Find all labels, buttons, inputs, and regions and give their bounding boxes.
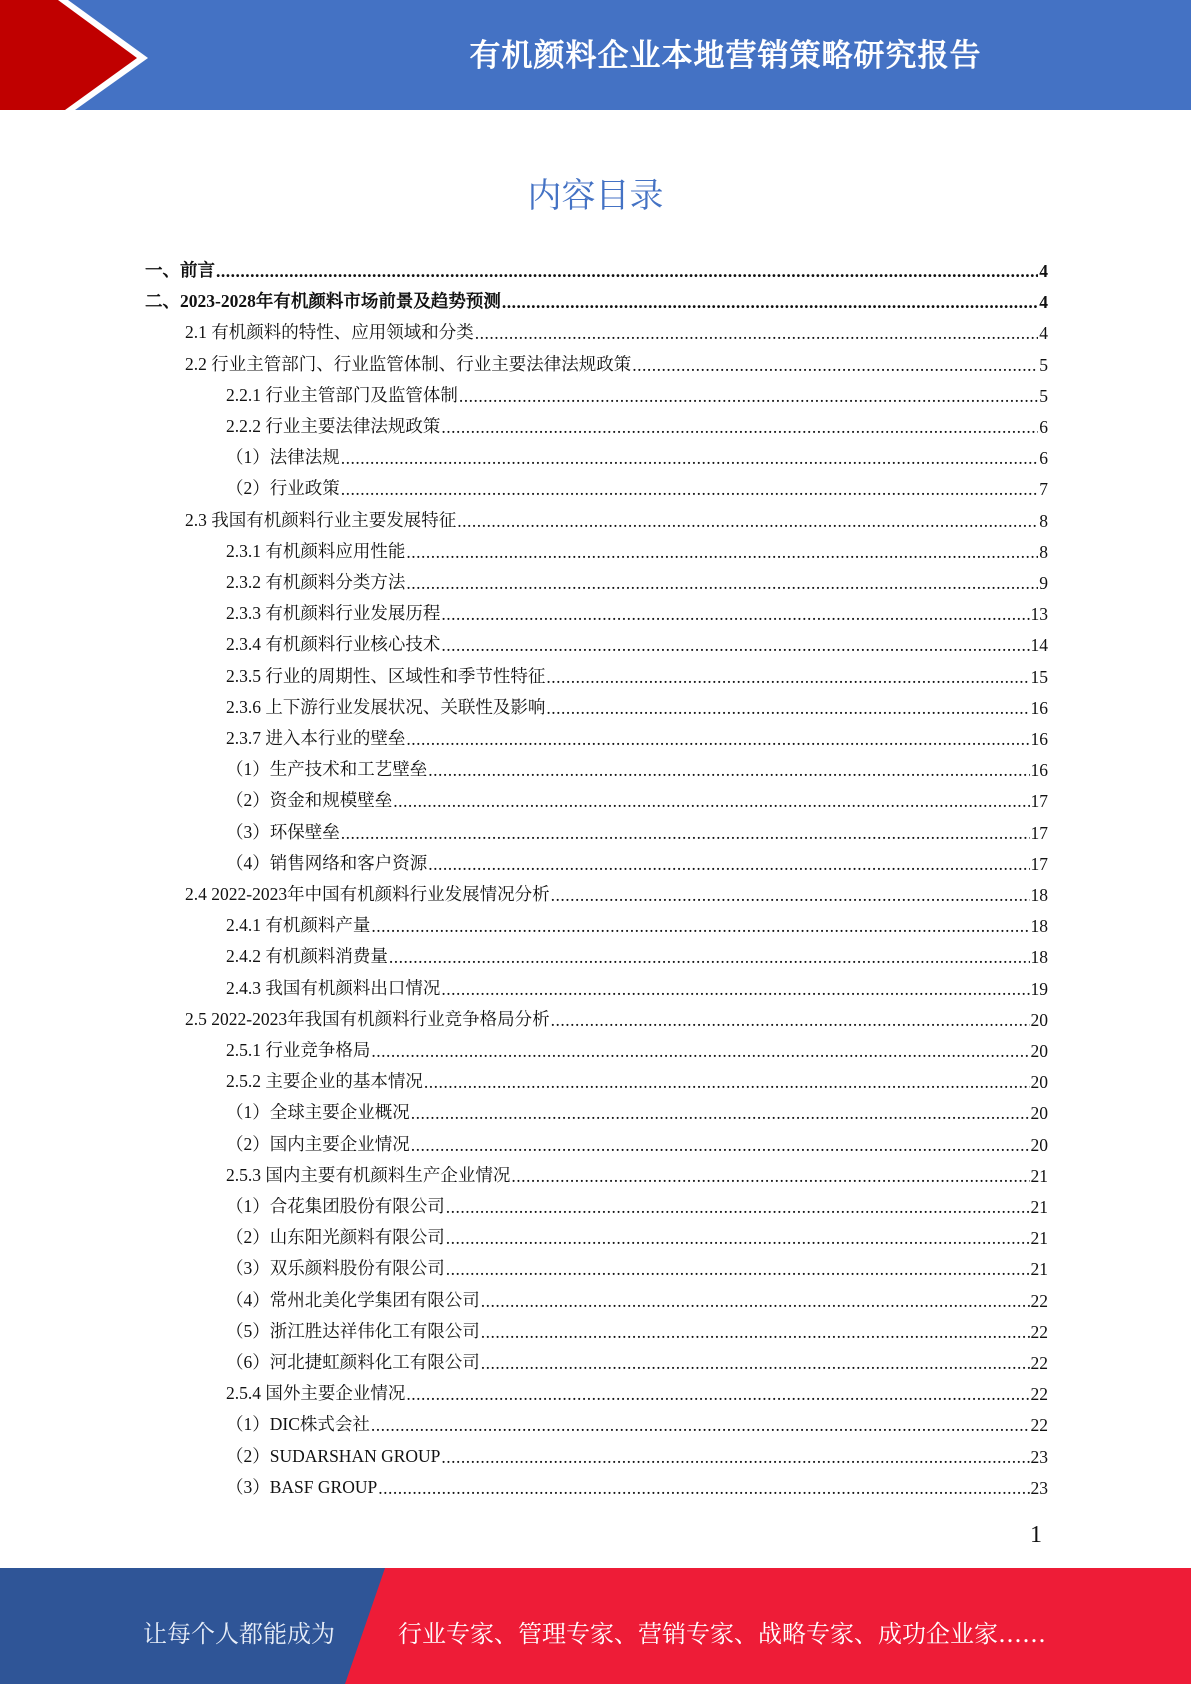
toc-entry[interactable]	[226, 599, 1048, 625]
toc-entry-page: 22	[1030, 1384, 1048, 1405]
toc-entry[interactable]	[226, 1036, 1048, 1062]
toc-entry-title: 2.4.3 我国有机颜料出口情况	[226, 977, 441, 998]
page-footer	[0, 1568, 1191, 1684]
toc-entry-title: （2）国内主要企业情况	[226, 1133, 410, 1154]
toc-entry-title: 2.3 我国有机颜料行业主要发展特征	[185, 509, 457, 530]
toc-entry-title: 2.4.1 有机颜料产量	[226, 915, 371, 936]
toc-entry-page: 20	[1030, 1009, 1048, 1030]
toc-entry-page: 18	[1030, 885, 1048, 905]
toc-entry[interactable]	[185, 350, 1048, 376]
toc-entry-title: （6）河北捷虹颜料化工有限公司	[226, 1352, 480, 1372]
toc-entry-title: （3）BASF GROUP	[226, 1476, 378, 1497]
toc-entry-page: 16	[1030, 697, 1048, 718]
toc-entry[interactable]	[226, 537, 1048, 563]
toc-entry-title: （2）资金和规模壁垒	[226, 790, 393, 811]
toc-entry-title: （2）行业政策	[226, 478, 340, 499]
toc-entry-title: 2.5.2 主要企业的基本情况	[226, 1071, 423, 1092]
toc-entry-page: 4	[1039, 261, 1048, 281]
toc-entry-title: （3）环保壁垒	[226, 821, 340, 842]
toc-dot-leader	[411, 1103, 1030, 1124]
toc-entry[interactable]	[185, 1005, 1048, 1031]
toc-entry-page: 21	[1030, 1259, 1048, 1280]
toc-entry-title: （1）生产技术和工艺壁垒	[226, 759, 428, 780]
toc-dot-leader	[481, 1322, 1030, 1343]
toc-entry-title: 2.3.1 有机颜料应用性能	[226, 540, 406, 561]
toc-entry[interactable]	[226, 1410, 1048, 1436]
toc-heading: 内容目录	[527, 176, 664, 216]
toc-entry[interactable]	[226, 786, 1048, 812]
toc-entry-page: 6	[1039, 417, 1048, 437]
toc-entry-page: 16	[1030, 729, 1048, 749]
toc-entry-page: 21	[1030, 1228, 1048, 1249]
page-header	[0, 0, 1191, 110]
toc-entry-title: （4）销售网络和客户资源	[226, 852, 428, 873]
page-number: 1	[1030, 1522, 1042, 1548]
toc-entry-title: 二、2023-2028年有机颜料市场前景及趋势预测	[145, 291, 501, 312]
toc-entry[interactable]	[226, 1473, 1048, 1499]
toc-entry[interactable]	[226, 662, 1048, 688]
toc-entry[interactable]	[226, 1130, 1048, 1156]
report-title: 有机颜料企业本地营销策略研究报告	[469, 38, 982, 74]
toc-entry-title: 2.3.6 上下游行业发展状况、关联性及影响	[226, 696, 546, 717]
toc-entry-title: 2.5.4 国外主要企业情况	[226, 1383, 406, 1404]
toc-dot-leader	[406, 1384, 1029, 1405]
toc-entry-title: 一、前言	[145, 260, 215, 280]
toc-dot-leader	[393, 791, 1029, 812]
toc-dot-leader	[406, 542, 1038, 563]
toc-dot-leader	[441, 604, 1029, 625]
toc-entry-title: （1）合花集团股份有限公司	[226, 1196, 445, 1216]
toc-entry-title: 2.1 有机颜料的特性、应用领域和分类	[185, 322, 474, 343]
toc-dot-leader	[446, 1228, 1030, 1249]
toc-entry[interactable]	[226, 818, 1048, 844]
toc-entry-title: 2.2 行业主管部门、行业监管体制、行业主要法律法规政策	[185, 353, 632, 374]
toc-entry-title: 2.2.1 行业主管部门及监管体制	[226, 384, 458, 405]
toc-entry[interactable]	[226, 693, 1048, 719]
toc-dot-leader	[441, 1447, 1029, 1468]
toc-entry[interactable]	[226, 755, 1048, 781]
toc-dot-leader	[481, 1353, 1030, 1374]
toc-dot-leader	[632, 355, 1038, 376]
toc-entry-title: （2）山东阳光颜料有限公司	[226, 1227, 445, 1248]
toc-entry-page: 22	[1030, 1415, 1048, 1436]
toc-entry[interactable]	[226, 974, 1048, 1000]
toc-entry-page: 20	[1030, 1041, 1048, 1061]
toc-entry-page: 9	[1039, 573, 1048, 593]
toc-entry-page: 6	[1039, 448, 1048, 469]
toc-entry-page: 20	[1030, 1103, 1048, 1124]
toc-dot-leader	[441, 417, 1038, 438]
toc-entry-title: 2.3.4 有机颜料行业核心技术	[226, 634, 441, 655]
toc-entry-title: 2.5 2022-2023年我国有机颜料行业竞争格局分析	[185, 1008, 550, 1029]
toc-entry[interactable]	[226, 412, 1048, 438]
toc-entry-page: 21	[1030, 1197, 1048, 1217]
toc-entry-page: 18	[1030, 947, 1048, 968]
toc-entry[interactable]	[226, 1348, 1048, 1374]
toc-dot-leader	[441, 979, 1029, 1000]
toc-dot-leader	[341, 448, 1039, 469]
toc-entry[interactable]	[226, 1442, 1048, 1468]
toc-entry[interactable]	[226, 1192, 1048, 1218]
toc-dot-leader	[551, 1010, 1030, 1031]
toc-entry-page: 5	[1039, 354, 1048, 375]
toc-dot-leader	[341, 479, 1039, 500]
toc-entry[interactable]	[226, 1379, 1048, 1405]
toc-dot-leader	[546, 698, 1029, 719]
toc-dot-leader	[428, 854, 1029, 875]
toc-entry-title: 2.4.2 有机颜料消费量	[226, 946, 388, 967]
toc-entry[interactable]	[226, 1254, 1048, 1280]
toc-entry-page: 17	[1030, 822, 1048, 843]
toc-dot-leader	[341, 823, 1030, 844]
toc-dot-leader	[475, 323, 1039, 344]
toc-entry[interactable]	[226, 724, 1048, 750]
toc-dot-leader	[371, 916, 1029, 937]
toc-entry[interactable]	[145, 256, 1048, 282]
toc-entry[interactable]	[226, 474, 1048, 500]
toc-entry-page: 18	[1030, 916, 1048, 937]
toc-entry[interactable]	[185, 506, 1048, 532]
toc-entry[interactable]	[226, 381, 1048, 407]
toc-dot-leader	[389, 947, 1030, 968]
toc-dot-leader	[428, 760, 1029, 781]
toc-entry-page: 17	[1030, 791, 1048, 812]
toc-entry-title: （1）DIC株式会社	[226, 1414, 370, 1435]
footer-slogan-right: 行业专家、管理专家、营销专家、战略专家、成功企业家……	[398, 1620, 1046, 1648]
toc-dot-leader	[457, 511, 1038, 532]
toc-entry[interactable]	[226, 911, 1048, 937]
toc-entry-title: 2.2.2 行业主要法律法规政策	[226, 416, 441, 436]
toc-dot-leader	[546, 667, 1029, 688]
toc-entry-title: （2）SUDARSHAN GROUP	[226, 1445, 441, 1466]
toc-entry-page: 17	[1030, 853, 1048, 874]
toc-entry[interactable]	[185, 318, 1048, 344]
toc-entry[interactable]	[226, 443, 1048, 469]
toc-entry-title: （4）常州北美化学集团有限公司	[226, 1289, 480, 1310]
toc-entry-page: 4	[1039, 323, 1048, 344]
toc-entry[interactable]	[226, 1286, 1048, 1312]
toc-entry-page: 14	[1030, 635, 1048, 656]
toc-entry-page: 5	[1039, 385, 1048, 406]
toc-entry-title: 2.3.2 有机颜料分类方法	[226, 572, 406, 592]
toc-entry-page: 22	[1030, 1290, 1048, 1311]
toc-entry[interactable]	[226, 1317, 1048, 1343]
toc-dot-leader	[446, 1197, 1030, 1218]
toc-dot-leader	[502, 292, 1038, 313]
toc-dot-leader	[216, 261, 1038, 282]
toc-entry-title: 2.3.5 行业的周期性、区域性和季节性特征	[226, 665, 546, 686]
toc-entry-page: 13	[1030, 604, 1048, 625]
toc-entry[interactable]	[226, 942, 1048, 968]
toc-entry-title: 2.3.7 进入本行业的壁垒	[226, 728, 406, 748]
toc-entry-page: 23	[1030, 1446, 1048, 1467]
toc-dot-leader	[406, 729, 1029, 750]
toc-entry[interactable]	[226, 630, 1048, 656]
toc-dot-leader	[378, 1478, 1029, 1499]
toc-entry-page: 7	[1039, 479, 1048, 500]
toc-dot-leader	[446, 1259, 1030, 1280]
toc-dot-leader	[441, 635, 1029, 656]
chevron-decoration-icon	[0, 0, 170, 110]
toc-entry-page: 22	[1030, 1353, 1048, 1373]
toc-entry-title: （1）全球主要企业概况	[226, 1102, 410, 1123]
toc-dot-leader	[406, 573, 1038, 594]
toc-entry-title: 2.4 2022-2023年中国有机颜料行业发展情况分析	[185, 884, 550, 904]
toc-entry-page: 15	[1030, 666, 1048, 687]
toc-entry-page: 16	[1030, 760, 1048, 781]
toc-entry[interactable]	[226, 568, 1048, 594]
toc-entry-page: 23	[1030, 1477, 1048, 1498]
toc-entry-title: 2.5.1 行业竞争格局	[226, 1040, 371, 1060]
footer-slogan-left: 让每个人都能成为	[143, 1620, 335, 1648]
toc-dot-leader	[551, 885, 1030, 906]
toc-entry-page: 8	[1039, 541, 1048, 562]
toc-entry-page: 4	[1039, 292, 1048, 313]
toc-dot-leader	[511, 1166, 1029, 1187]
toc-entry[interactable]	[145, 287, 1048, 313]
toc-dot-leader	[411, 1135, 1030, 1156]
toc-entry[interactable]	[226, 1098, 1048, 1124]
toc-entry[interactable]	[226, 849, 1048, 875]
toc-entry[interactable]	[226, 1067, 1048, 1093]
toc-entry-title: （5）浙江胜达祥伟化工有限公司	[226, 1320, 480, 1341]
toc-entry-title: 2.5.3 国内主要有机颜料生产企业情况	[226, 1164, 511, 1185]
toc-dot-leader	[424, 1072, 1030, 1093]
toc-entry-title: 2.3.3 有机颜料行业发展历程	[226, 603, 441, 624]
toc-dot-leader	[481, 1291, 1030, 1312]
toc-entry-page: 8	[1039, 510, 1048, 531]
toc-dot-leader	[371, 1415, 1030, 1436]
toc-entry-page: 21	[1030, 1165, 1048, 1186]
toc-dot-leader	[371, 1041, 1029, 1062]
toc-entry-page: 22	[1030, 1321, 1048, 1342]
toc-entry[interactable]	[226, 1223, 1048, 1249]
toc-entry-title: （1）法律法规	[226, 447, 340, 468]
toc-entry-title: （3）双乐颜料股份有限公司	[226, 1258, 445, 1279]
toc-entry[interactable]	[185, 880, 1048, 906]
toc-entry-page: 20	[1030, 1072, 1048, 1093]
toc-dot-leader	[459, 386, 1038, 407]
toc-entry[interactable]	[226, 1161, 1048, 1187]
toc-entry-page: 19	[1030, 978, 1048, 999]
toc-entry-page: 20	[1030, 1134, 1048, 1155]
